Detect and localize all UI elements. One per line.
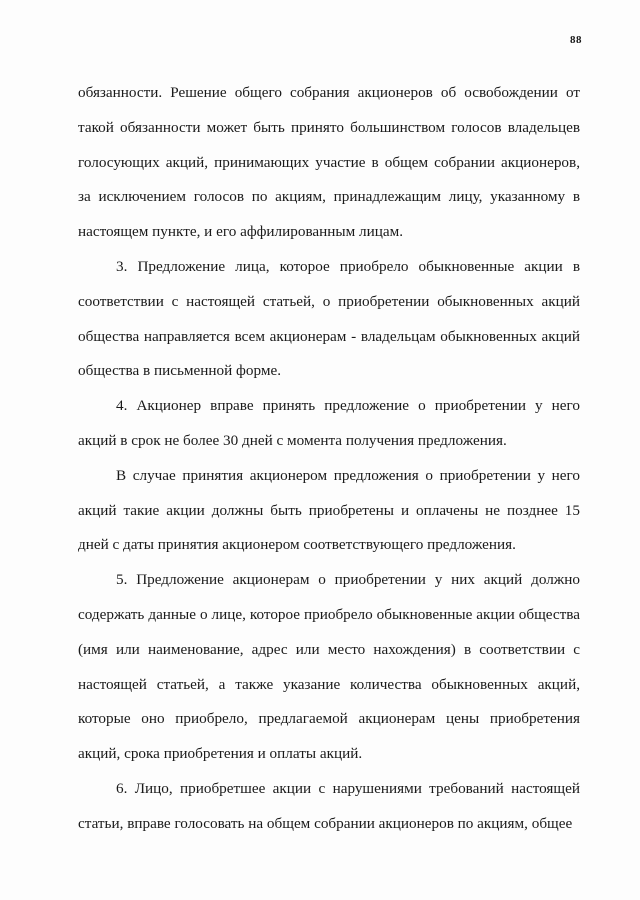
paragraph-continuation: обязанности. Решение общего собрания акционеров об освобождении от такой обязанности может быть принято большинством голосов владельцев голосующих акций, принимающих участие в общем собрании акционеров, за исключением голосов по акциям, принадлежащим лицу, указанному в настоящем пункте, и его аффилированным лицам. (78, 84, 580, 241)
paragraph-item-3: 3. Предложение лица, которое приобрело обыкновенные акции в соответствии с настоящей статьей, о приобретении обыкновенных акций общества направляется всем акционерам - владельцам обыкновенных акций общества в письменной форме. (78, 257, 580, 380)
paragraph-item-4-continued: В случае принятия акционером предложения о приобретении у него акций такие акции должны быть приобретены и оплачены не позднее 15 дней с даты принятия акционером соответствующего предложения. (78, 466, 580, 554)
document-body (78, 76, 580, 842)
paragraph-item-5: 5. Предложение акционерам о приобретении у них акций должно содержать данные о лице, которое приобрело обыкновенные акции общества (имя или наименование, адрес или место нахождения) в соответствии с настоящей статьей, а также указание количества обыкновенных акций, которые оно приобрело, предлагаемой акционерам цены приобретения акций, срока приобретения и оплаты акций. (78, 571, 580, 763)
page-number: 88 (570, 34, 582, 46)
paragraph-item-6: 6. Лицо, приобретшее акции с нарушениями требований настоящей статьи, вправе голосовать на общем собрании акционеров по акциям, общее (78, 779, 580, 832)
paragraph-item-4: 4. Акционер вправе принять предложение о приобретении у него акций в срок не более 30 дней с момента получения предложения. (78, 397, 580, 449)
